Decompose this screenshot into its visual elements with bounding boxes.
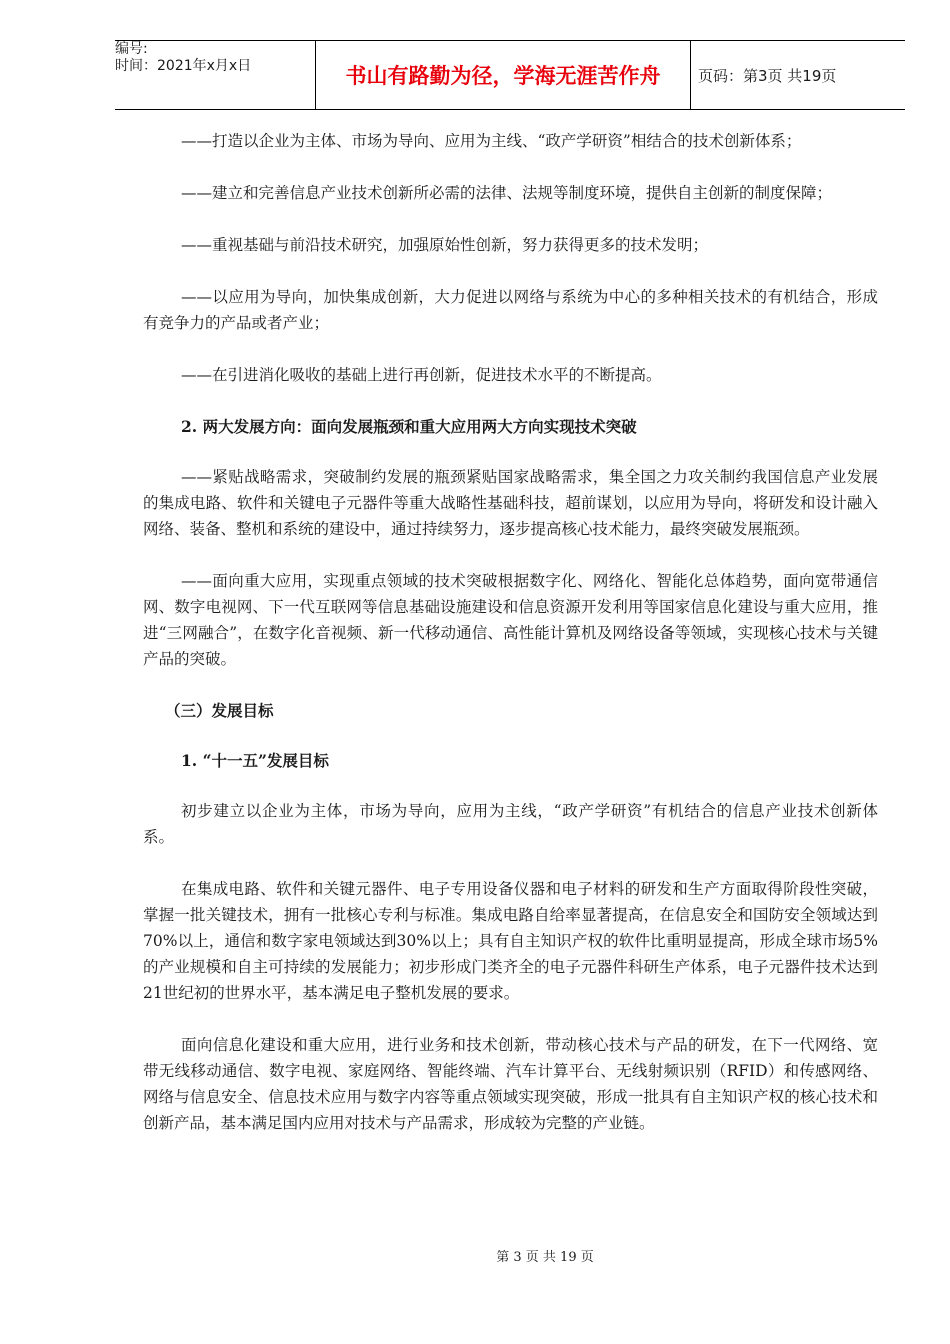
- section-heading: 1. “十一五”发展目标: [181, 751, 329, 770]
- paragraph: ——建立和完善信息产业技术创新所必需的法律、法规等制度环境，提供自主创新的制度保障；: [181, 184, 833, 202]
- paragraph: ——面向重大应用，实现重点领域的技术突破根据数字化、网络化、智能化总体趋势，面向宽带通信网、数字电视网、下一代互联网等信息基础设施建设和信息资源开发利用等国家信息化建设与重大应用，推进“三网融合”，在数字化音视频、新一代移动通信、高性能计算机及网络设备等领域，实现核心技术与关键产品的突破。: [143, 572, 878, 668]
- header-meta: [115, 41, 315, 109]
- header-motto: 书山有路勤为径，学海无涯苦作舟: [315, 41, 691, 109]
- document-body: [143, 128, 878, 1162]
- paragraph: ——以应用为导向，加快集成创新，大力促进以网络与系统为中心的多种相关技术的有机结合，形成有竞争力的产品或者产业；: [143, 288, 878, 332]
- paragraph: ——重视基础与前沿技术研究，加强原始性创新，努力获得更多的技术发明；: [181, 236, 709, 254]
- document-date-label: 时间：2021年x月x日: [115, 58, 252, 74]
- paragraph: 初步建立以企业为主体，市场为导向，应用为主线，“政产学研资”有机结合的信息产业技术创新体系。: [143, 802, 878, 846]
- paragraph: ——在引进消化吸收的基础上进行再创新，促进技术水平的不断提高。: [181, 366, 662, 384]
- header-page-label: 页码：第3页 共19页: [698, 66, 837, 85]
- paragraph: ——打造以企业为主体、市场为导向、应用为主线、“政产学研资”相结合的技术创新体系；: [181, 132, 802, 150]
- section-heading: 2. 两大发展方向：面向发展瓶颈和重大应用两大方向实现技术突破: [181, 417, 637, 436]
- paragraph: 面向信息化建设和重大应用，进行业务和技术创新，带动核心技术与产品的研发，在下一代网络、宽带无线移动通信、数字电视、家庭网络、智能终端、汽车计算平台、无线射频识别（RFID）和传感网络、网络与信息安全、信息技术应用与数字内容等重点领域实现突破，形成一批具有自主知识产权的核心技术和创新产品，基本满足国内应用对技术与产品需求，形成较为完整的产业链。: [143, 1036, 878, 1132]
- section-heading: （三）发展目标: [165, 701, 274, 720]
- page-footer: 第 3 页 共 19 页: [496, 1250, 594, 1265]
- page-header: [115, 40, 905, 110]
- document-number-label: 编号:: [115, 41, 148, 57]
- paragraph: ——紧贴战略需求，突破制约发展的瓶颈紧贴国家战略需求，集全国之力攻关制约我国信息产业发展的集成电路、软件和关键电子元器件等重大战略性基础科技，超前谋划，以应用为导向，将研发和设计融入网络、装备、整机和系统的建设中，通过持续努力，逐步提高核心技术能力，最终突破发展瓶颈。: [143, 468, 878, 538]
- paragraph: 在集成电路、软件和关键元器件、电子专用设备仪器和电子材料的研发和生产方面取得阶段性突破，掌握一批关键技术，拥有一批核心专利与标准。集成电路自给率显著提高，在信息安全和国防安全领域达到70%以上，通信和数字家电领域达到30%以上；具有自主知识产权的软件比重明显提高，形成全球市场5%的产业规模和自主可持续的发展能力；初步形成门类齐全的电子元器件科研生产体系，电子元器件技术达到21世纪初的世界水平，基本满足电子整机发展的要求。: [143, 880, 878, 1002]
